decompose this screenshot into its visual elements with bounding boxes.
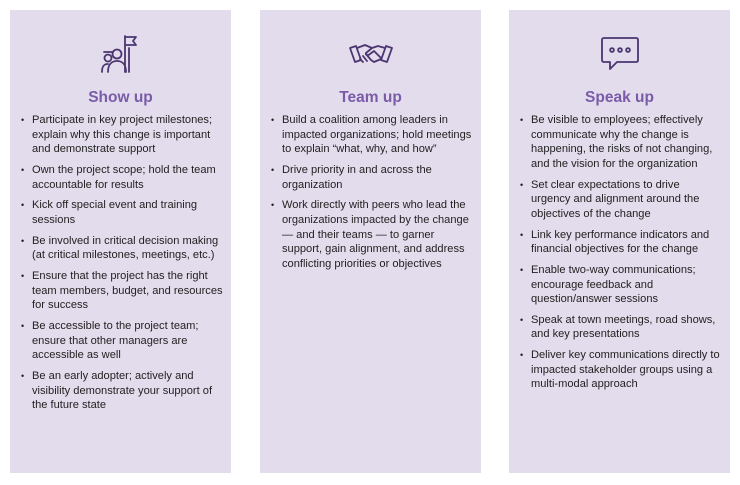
list-item: • Work directly with peers who lead the organizations impacted by the change — and their teams — to garner support, gain alignment, and address conflicting priorities or objectives <box>282 198 473 271</box>
list-item: • Ensure that the project has the right team members, budget, and resources for success <box>32 269 223 313</box>
list-item: • Build a coalition among leaders in impacted organizations; hold meetings to explain “what, why, and how” <box>282 113 473 157</box>
list-item: • Be accessible to the project team; ensure that other managers are accessible as well <box>32 319 223 363</box>
show-up-card <box>10 10 231 473</box>
list-item: • Be visible to employees; effectively communicate why the change is happening, the risks of not changing, and the vision for the organization <box>531 113 722 171</box>
column-title: Team up <box>339 89 402 106</box>
person-with-flag-icon <box>98 32 144 78</box>
list-item: • Deliver key communications directly to impacted stakeholder groups using a multi-modal approach <box>531 348 722 392</box>
list-item: • Set clear expectations to drive urgency and alignment around the objectives of the change <box>531 178 722 222</box>
list-item: • Enable two-way communications; encourage feedback and question/answer sessions <box>531 263 722 307</box>
speak-up-card <box>509 10 730 473</box>
list-item: • Be an early adopter; actively and visibility demonstrate your support of the future state <box>32 369 223 413</box>
bullet-list <box>10 113 231 419</box>
list-item: • Own the project scope; hold the team accountable for results <box>32 163 223 192</box>
handshake-icon <box>348 32 394 78</box>
list-item: • Participate in key project milestones; explain why this change is important and demonstrate support <box>32 113 223 157</box>
column-title: Speak up <box>585 89 654 106</box>
list-item: • Kick off special event and training sessions <box>32 198 223 227</box>
team-up-card <box>260 10 481 473</box>
bullet-list <box>260 113 481 278</box>
bullet-list <box>509 113 730 398</box>
column-title: Show up <box>88 89 153 106</box>
list-item: • Speak at town meetings, road shows, and key presentations <box>531 313 722 342</box>
speech-bubble-icon <box>597 32 643 78</box>
list-item: • Be involved in critical decision making (at critical milestones, meetings, etc.) <box>32 234 223 263</box>
list-item: • Link key performance indicators and financial objectives for the change <box>531 228 722 257</box>
list-item: • Drive priority in and across the organization <box>282 163 473 192</box>
